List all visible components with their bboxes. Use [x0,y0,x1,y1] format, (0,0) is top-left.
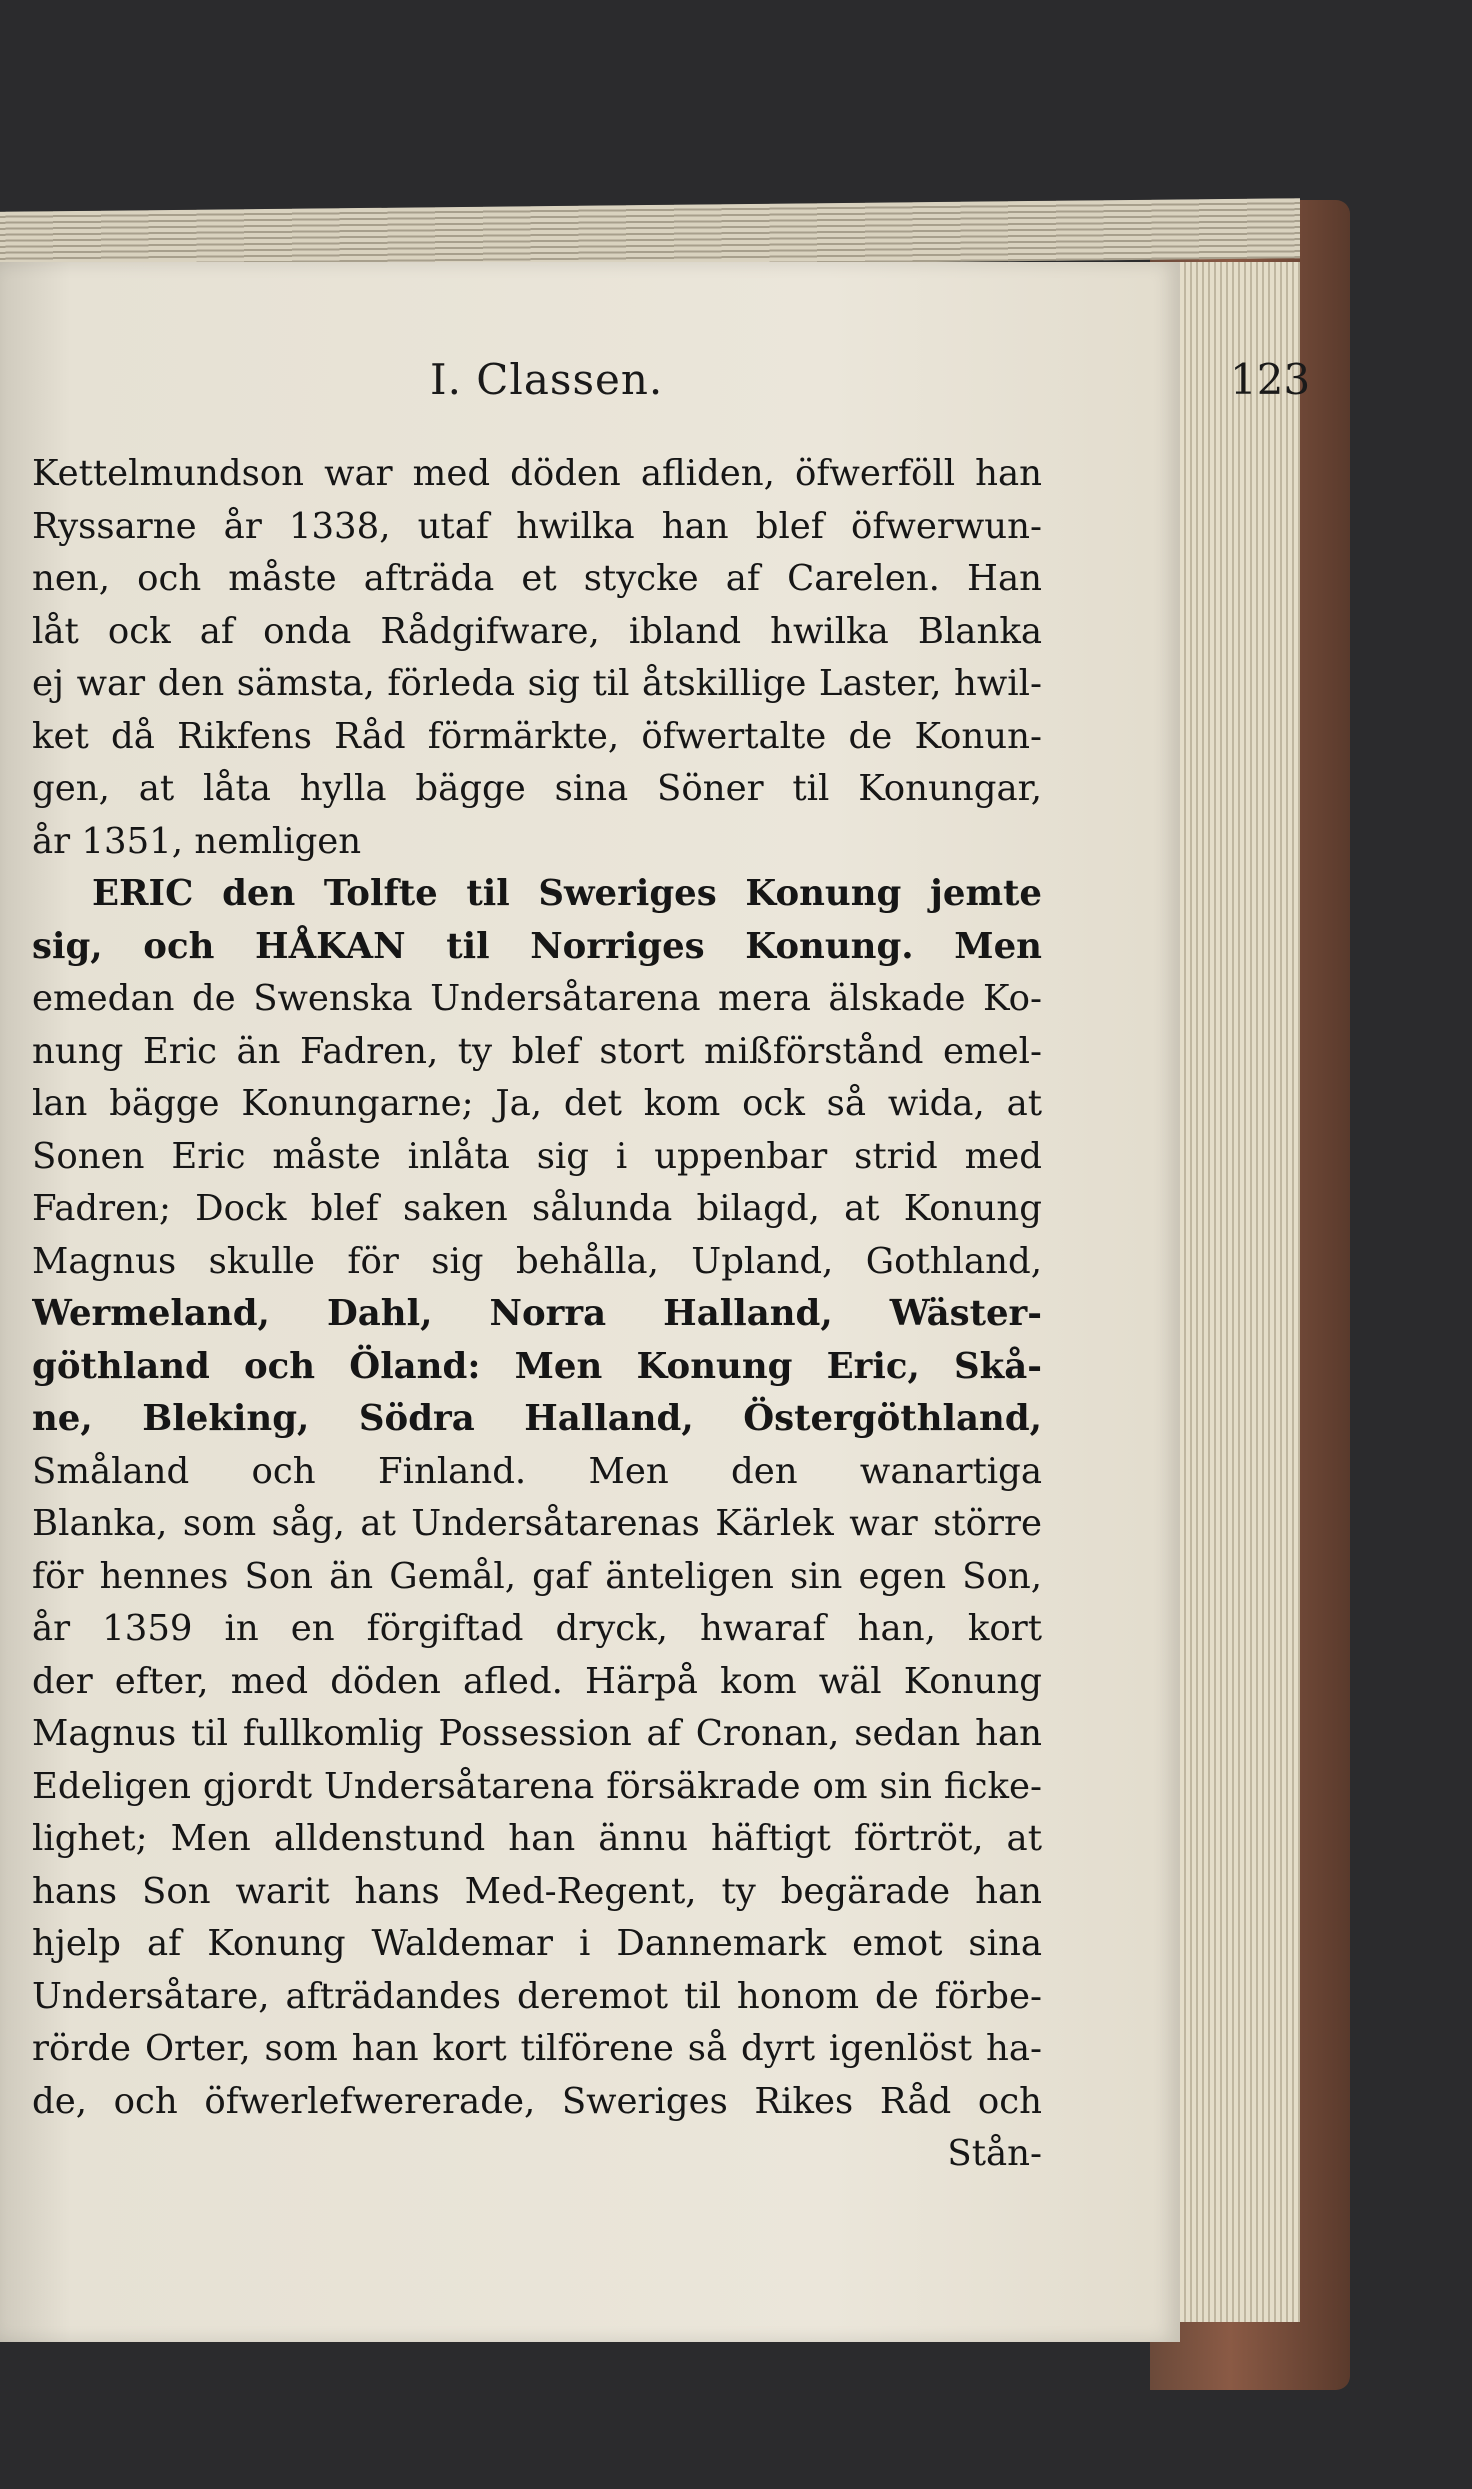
text-line: år 1351, nemligen [32,820,362,862]
text-line: för hennes Son än Gemål, gaf änteligen sin egen Son, [32,1555,1042,1597]
text-line: Fadren; Dock blef saken sålunda bilagd, at Konung [32,1188,1042,1229]
text-line: Edeligen gjordt Undersåtarena försäkrade om sin ficke- [32,1765,1042,1807]
text-line: Magnus skulle för sig behålla, Upland, Gothland, [32,1240,1042,1282]
text-line: ket då Rikfens Råd förmärkte, öfwertalte de Konun- [32,715,1042,757]
text-line: Blanka, som såg, at Undersåtarenas Kärlek war större [32,1503,1042,1544]
text-line: Småland och Finland. Men den wanartiga [32,1450,1042,1492]
text-line: gen, at låta hylla bägge sina Söner til Konungar, [32,768,1042,809]
text-line: Sonen Eric måste inlåta sig i uppenbar strid med [32,1135,1042,1177]
text-line: göthland och Öland: Men Konung Eric, Skå- [32,1345,1042,1387]
text-line: år 1359 in en förgiftad dryck, hwaraf han, kort [32,1608,1042,1649]
page-block-side-edge [1180,262,1300,2322]
text-line: emedan de Swenska Undersåtarena mera älskade Ko- [32,978,1042,1019]
text-line: Kettelmundson war med döden afliden, öfwerföll han [32,453,1042,494]
text-line: Magnus til fullkomlig Possession af Cronan, sedan han [32,1713,1042,1754]
text-line: låt ock af onda Rådgifware, ibland hwilka Blanka [32,610,1042,652]
catchword: Stån- [947,2133,1042,2174]
page-header [430,355,1311,415]
text-line: lan bägge Konungarne; Ja, det kom ock så wida, at [32,1083,1042,1124]
text-line: hans Son warit hans Med-Regent, ty begärade han [32,1870,1042,1912]
text-line: ne, Bleking, Södra Halland, Östergöthland, [32,1398,1042,1439]
body-text [32,448,1042,2181]
text-line: hjelp af Konung Waldemar i Dannemark emot sina [32,1923,1042,1964]
text-line: nen, och måste afträda et stycke af Carelen. Han [32,558,1042,599]
text-line: ERIC den Tolfte til Sweriges Konung jemte [92,873,1042,914]
text-line: de, och öfwerlefwererade, Sweriges Rikes Råd och [32,2080,1042,2122]
text-line: Ryssarne år 1338, utaf hwilka han blef öfwerwun- [32,505,1042,547]
text-line: ej war den sämsta, förleda sig til åtskillige Laster, hwil- [32,663,1042,704]
page-block-top-edge [0,198,1300,272]
text-line: rörde Orter, som han kort tilförene så dyrt igenlöst ha- [32,2028,1042,2069]
text-line: Undersåtare, afträdandes deremot til honom de förbe- [32,1975,1042,2017]
text-line: sig, och HÅKAN til Norriges Konung. Men [32,925,1042,967]
text-line: nung Eric än Fadren, ty blef stort mißförstånd emel- [32,1030,1042,1072]
text-line: der efter, med döden afled. Härpå kom wäl Konung [32,1660,1042,1702]
text-line: lighet; Men alldenstund han ännu häftigt förtröt, at [32,1818,1042,1859]
page-number: 123 [1230,355,1311,404]
running-head: I. Classen. [430,355,664,404]
text-line: Wermeland, Dahl, Norra Halland, Wäster- [32,1293,1042,1334]
